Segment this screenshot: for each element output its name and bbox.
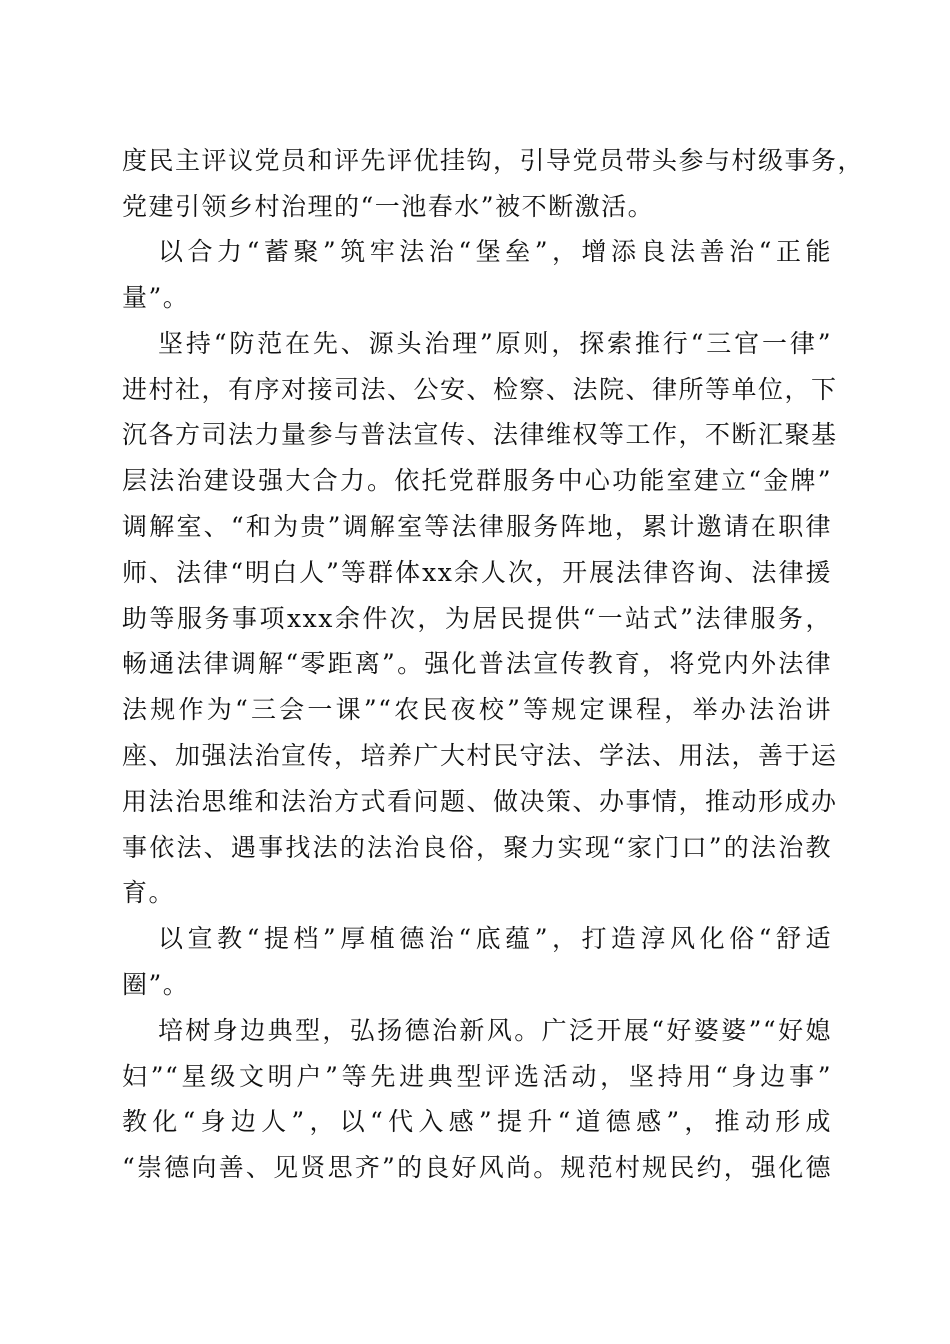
text-line: 培树身边典型，弘扬德治新风。广泛开展“好婆婆”“好媳: [158, 1016, 832, 1045]
text-line: 教化“身边人”，以“代入感”提升“道德感”，推动形成: [122, 1107, 832, 1136]
text-line: 进村社，有序对接司法、公安、检察、法院、律所等单位，下: [122, 375, 838, 404]
section-heading-line: 圈”。: [122, 970, 190, 999]
text-line: 沉各方司法力量参与普法宣传、法律维权等工作，不断汇聚基: [122, 420, 838, 449]
section-heading-line: 量”。: [122, 283, 190, 312]
text-line: 育。: [122, 878, 176, 907]
text-line: 层法治建设强大合力。依托党群服务中心功能室建立“金牌”: [122, 466, 832, 495]
section-heading-line: 以宣教“提档”厚植德治“底蕴”，打造淳风化俗“舒适: [158, 924, 832, 953]
text-line: 调解室、“和为贵”调解室等法律服务阵地，累计邀请在职律: [122, 512, 832, 541]
text-line: 度民主评议党员和评先评优挂钩，引导党员带头参与村级事务，: [122, 146, 865, 175]
text-line: 助等服务事项xxx余件次，为居民提供“一站式”法律服务，: [122, 604, 832, 633]
text-line: 法规作为“三会一课”“农民夜校”等规定课程，举办法治讲: [122, 695, 832, 724]
text-line: 座、加强法治宣传，培养广大村民守法、学法、用法，善于运: [122, 741, 838, 770]
text-line: 妇”“星级文明户”等先进典型评选活动，坚持用“身边事”: [122, 1062, 832, 1091]
text-line: “崇德向善、见贤思齐”的良好风尚。规范村规民约，强化德: [122, 1153, 832, 1182]
text-line: 坚持“防范在先、源头治理”原则，探索推行“三官一律”: [158, 329, 832, 358]
text-line: 师、法律“明白人”等群体xx余人次，开展法律咨询、法律援: [122, 558, 832, 587]
text-line: 畅通法律调解“零距离”。强化普法宣传教育，将党内外法律: [122, 649, 832, 678]
text-line: 党建引领乡村治理的“一池春水”被不断激活。: [122, 192, 655, 221]
text-line: 用法治思维和法治方式看问题、做决策、办事情，推动形成办: [122, 787, 838, 816]
text-line: 事依法、遇事找法的法治良俗，聚力实现“家门口”的法治教: [122, 833, 832, 862]
section-heading-line: 以合力“蓄聚”筑牢法治“堡垒”，增添良法善治“正能: [158, 237, 832, 266]
